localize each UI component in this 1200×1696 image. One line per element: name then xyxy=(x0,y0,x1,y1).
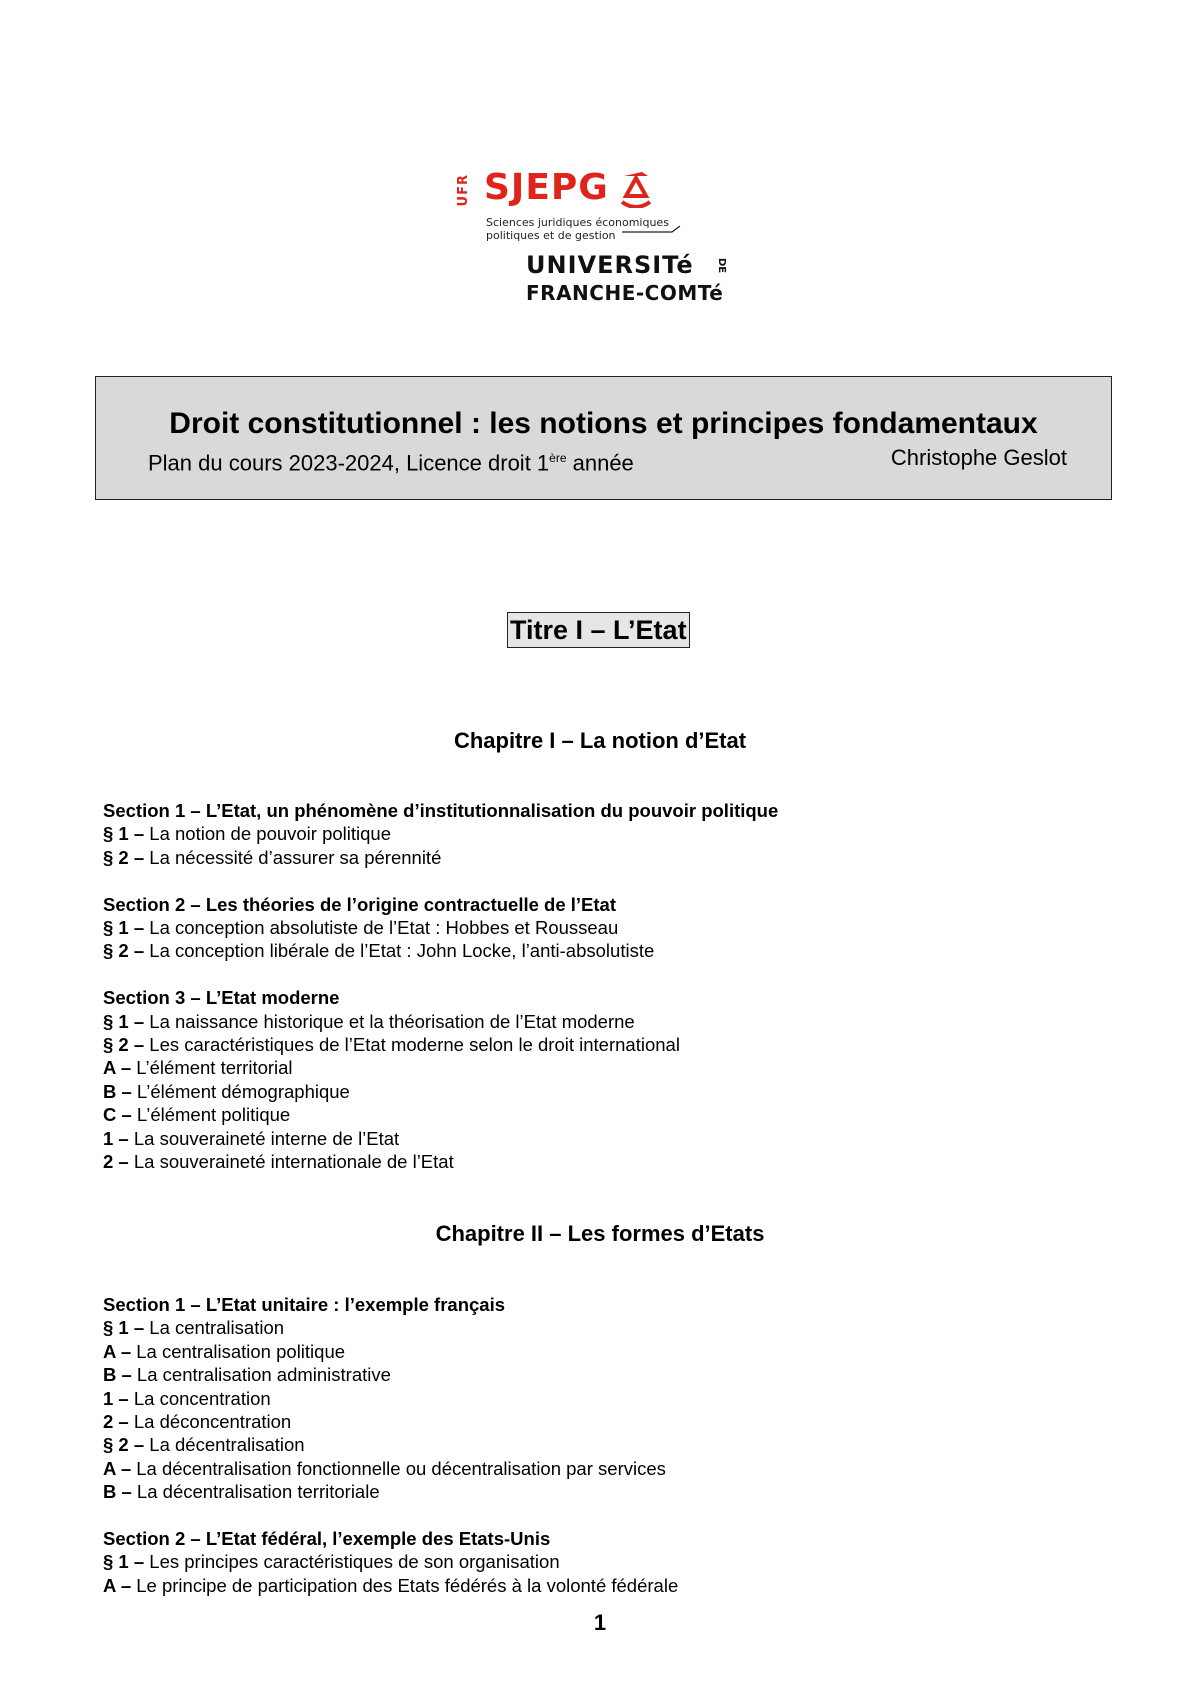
logo-sjepg-text: SJEPG xyxy=(484,167,609,208)
outline-item: C – L’élément politique xyxy=(103,1104,291,1126)
chapitre-2-outline xyxy=(103,1293,678,1597)
outline-item: § 1 – Les principes caractéristiques de son organisation xyxy=(103,1551,560,1573)
outline-item: 1 – La souveraineté interne de l’Etat xyxy=(103,1127,400,1149)
chapitre-1-outline xyxy=(103,799,778,1173)
section-title: Section 2 – Les théories de l’origine contractuelle de l’Etat xyxy=(103,893,617,915)
outline-item: A – La centralisation politique xyxy=(103,1340,346,1362)
course-title: Droit constitutionnel : les notions et principes fondamentaux xyxy=(169,407,1038,440)
plan-prefix: Plan du cours 2023-2024, Licence droit 1 xyxy=(148,450,550,476)
chapitre-2-heading: Chapitre II – Les formes d’Etats xyxy=(435,1221,765,1246)
section-title: Section 3 – L’Etat moderne xyxy=(103,987,340,1009)
logo-ufr-text: UFR xyxy=(456,174,471,207)
page-number: 1 xyxy=(593,1610,607,1635)
logo-subtitle-line2: politiques et de gestion xyxy=(486,229,616,242)
section-title: Section 1 – L’Etat unitaire : l’exemple français xyxy=(103,1294,506,1315)
logo-franche-comte-text: FRANCHE-COMTé xyxy=(526,281,724,305)
course-title-box xyxy=(95,376,1112,500)
outline-item: 2 – La souveraineté internationale de l’Etat xyxy=(103,1151,454,1173)
outline-item: § 1 – La naissance historique et la théorisation de l’Etat moderne xyxy=(103,1010,635,1032)
chapitre-1-heading: Chapitre I – La notion d’Etat xyxy=(453,728,747,753)
outline-item: 2 – La déconcentration xyxy=(103,1411,292,1433)
outline-item: A – La décentralisation fonctionnelle ou décentralisation par services xyxy=(103,1457,666,1479)
outline-item: A – Le principe de participation des Etats fédérés à la volonté fédérale xyxy=(103,1574,679,1596)
outline-item: § 2 – La décentralisation xyxy=(103,1434,305,1456)
titre-heading: Titre I – L’Etat xyxy=(507,612,690,648)
plan-superscript: ère xyxy=(549,451,567,465)
logo-universite-text: UNIVERSITé xyxy=(526,251,694,279)
outline-item: § 2 – La conception libérale de l’Etat : John Locke, l’anti-absolutiste xyxy=(103,940,655,962)
plan-suffix: année xyxy=(566,450,634,476)
outline-item: § 2 – La nécessité d’assurer sa pérennité xyxy=(103,846,442,868)
course-subline xyxy=(148,445,1067,476)
outline-item: 1 – La concentration xyxy=(103,1387,271,1409)
plan-text xyxy=(148,445,634,476)
justice-scale-icon xyxy=(618,170,654,208)
logo-subtitle-line1: Sciences juridiques économiques xyxy=(486,216,669,229)
section-title: Section 2 – L’Etat fédéral, l’exemple des Etats-Unis xyxy=(103,1528,551,1550)
outline-item: § 2 – Les caractéristiques de l’Etat moderne selon le droit international xyxy=(103,1034,680,1056)
outline-item: A – L’élément territorial xyxy=(103,1057,293,1079)
outline-item: B – La centralisation administrative xyxy=(103,1364,391,1386)
outline-item: § 1 – La conception absolutiste de l’Etat : Hobbes et Rousseau xyxy=(103,917,619,939)
section-title: Section 1 – L’Etat, un phénomène d’institutionnalisation du pouvoir politique xyxy=(103,800,779,821)
sjepg-ufc-logo xyxy=(456,167,742,318)
outline-item: § 1 – La centralisation xyxy=(103,1317,285,1339)
outline-item: B – L’élément démographique xyxy=(103,1080,350,1102)
outline-item: B – La décentralisation territoriale xyxy=(103,1481,380,1503)
logo-underline xyxy=(622,224,682,234)
outline-item: § 1 – La notion de pouvoir politique xyxy=(103,823,392,845)
logo-de-text: DE xyxy=(716,258,727,274)
author-name: Christophe Geslot xyxy=(890,445,1067,470)
